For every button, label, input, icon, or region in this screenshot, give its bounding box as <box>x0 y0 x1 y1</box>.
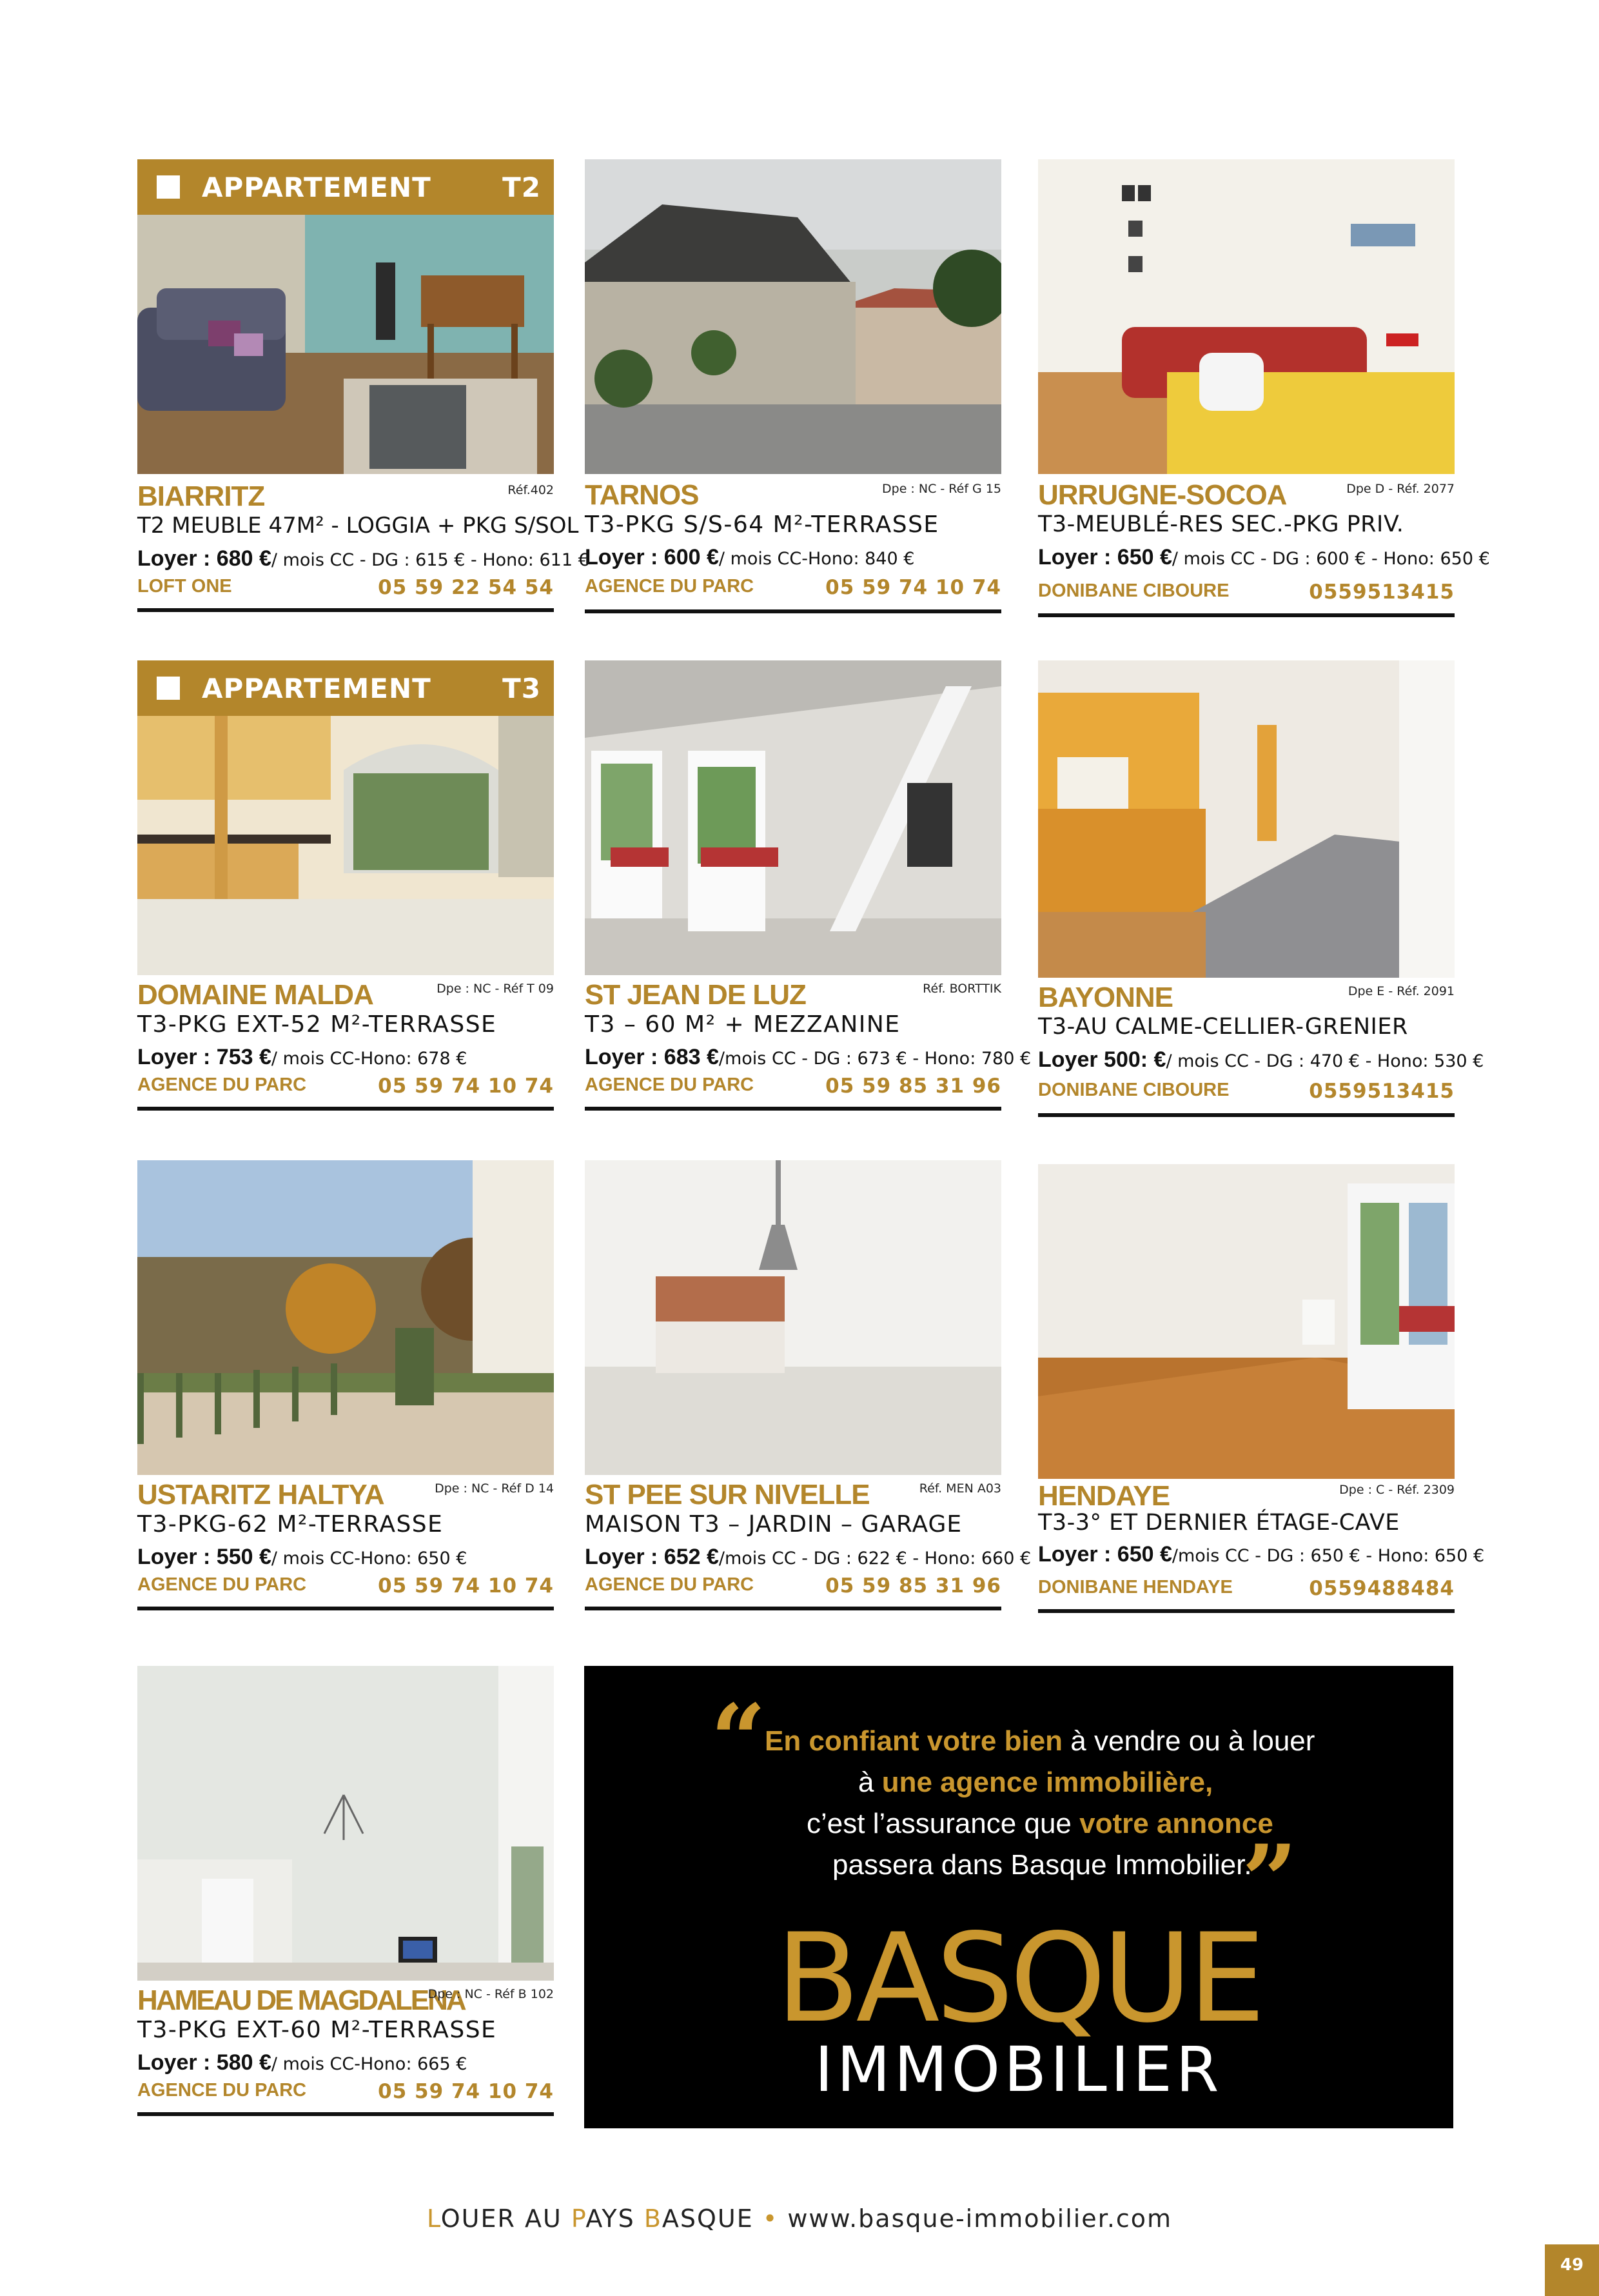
listing-description: T3 – 60 M² + MEZZANINE <box>585 1011 901 1038</box>
listing-description: T3-AU CALME-CELLIER-GRENIER <box>1038 1014 1408 1040</box>
rooms-label: T3 <box>502 672 541 704</box>
listing-city: TARNOS <box>585 479 699 511</box>
divider <box>137 608 554 612</box>
listing-price <box>137 2050 467 2075</box>
rent-amount: Loyer : 650 € <box>1038 1542 1172 1567</box>
ad-line-2 <box>858 1767 1213 1799</box>
brand-subtitle: IMMOBILIER <box>814 2034 1223 2106</box>
listing-city: HENDAYE <box>1038 1480 1170 1512</box>
listing-price <box>137 1545 467 1570</box>
listing-ref: Dpe : NC - Réf G 15 <box>882 482 1001 496</box>
listing-photo <box>1038 660 1455 978</box>
listing-ref: Dpe : NC - Réf T 09 <box>437 982 554 996</box>
divider <box>585 1607 1001 1610</box>
ad-text: à vendre ou à louer <box>1063 1725 1315 1757</box>
agency-phone: 0559513415 <box>1309 1080 1455 1103</box>
rent-details: /mois CC - DG : 650 € - Hono: 650 € <box>1172 1546 1485 1566</box>
rent-amount: Loyer : 652 € <box>585 1545 719 1569</box>
close-quote-icon: ” <box>1242 1824 1298 1937</box>
agency-phone: 05 59 85 31 96 <box>825 1074 1001 1098</box>
listing-city: BIARRITZ <box>137 480 265 512</box>
listing-ref: Dpe : C - Réf. 2309 <box>1339 1483 1455 1497</box>
page-footer <box>0 2204 1599 2233</box>
listing-ref: Réf.402 <box>507 483 554 497</box>
footer-text: OUER AU <box>440 2204 571 2233</box>
agency-name: AGENCE DU PARC <box>137 2080 307 2101</box>
rooms-label: T2 <box>502 171 541 203</box>
agency-name: LOFT ONE <box>137 576 232 597</box>
listing-ref: Dpe : NC - Réf B 102 <box>427 1987 554 2001</box>
agency-phone: 0559488484 <box>1309 1577 1455 1600</box>
listing-photo <box>585 660 1001 975</box>
category-label: APPARTEMENT <box>202 171 431 203</box>
website-link[interactable]: www.basque-immobilier.com <box>787 2204 1173 2233</box>
listing-price <box>137 546 589 571</box>
footer-text: ASQUE <box>662 2204 754 2233</box>
rent-details: / mois CC-Hono: 650 € <box>271 1549 467 1569</box>
rent-amount: Loyer : 580 € <box>137 2050 271 2075</box>
agency-phone: 05 59 22 54 54 <box>378 576 554 599</box>
listing-price <box>137 1045 467 1070</box>
divider <box>137 1107 554 1111</box>
listing-city: BAYONNE <box>1038 982 1173 1013</box>
listing-description: T3-MEUBLÉ-RES SEC.-PKG PRIV. <box>1038 511 1404 537</box>
listing-price <box>1038 1542 1484 1567</box>
agency-name: AGENCE DU PARC <box>585 1074 754 1095</box>
ad-text: passera dans Basque Immobilier. <box>832 1849 1252 1881</box>
open-quote-icon: “ <box>711 1683 767 1797</box>
category-banner <box>137 159 554 215</box>
listing-photo <box>1038 159 1455 474</box>
agency-phone: 05 59 74 10 74 <box>378 2080 554 2103</box>
listing-ref: Dpe E - Réf. 2091 <box>1348 984 1455 998</box>
listing-photo <box>137 1666 554 1981</box>
rent-details: /mois CC - DG : 622 € - Hono: 660 € <box>718 1549 1032 1569</box>
category-label: APPARTEMENT <box>202 672 431 704</box>
listing-ref: Réf. MEN A03 <box>919 1481 1001 1496</box>
agency-name: DONIBANE CIBOURE <box>1038 580 1230 601</box>
square-bullet-icon <box>157 677 180 700</box>
listing-city: ST PEE SUR NIVELLE <box>585 1479 870 1510</box>
listing-photo <box>137 1160 554 1475</box>
ad-highlight: En confiant votre bien <box>765 1725 1063 1757</box>
divider <box>137 1607 554 1610</box>
footer-initial: L <box>426 2204 441 2233</box>
listing-photo <box>585 159 1001 474</box>
rent-amount: Loyer : 753 € <box>137 1045 271 1069</box>
agency-name: AGENCE DU PARC <box>585 1574 754 1595</box>
ad-highlight: votre annonce <box>1079 1808 1273 1839</box>
rent-details: / mois CC - DG : 615 € - Hono: 611 € <box>271 550 589 570</box>
square-bullet-icon <box>157 175 180 199</box>
rent-details: /mois CC - DG : 673 € - Hono: 780 € <box>718 1049 1032 1069</box>
listing-ref: Dpe : NC - Réf D 14 <box>435 1481 554 1496</box>
agency-phone: 05 59 74 10 74 <box>378 1574 554 1598</box>
ad-text: à <box>858 1767 882 1798</box>
listing-price <box>585 545 914 570</box>
listing-description: T3-PKG S/S-64 M²-TERRASSE <box>585 511 939 538</box>
listing-price <box>1038 545 1490 570</box>
footer-separator: • <box>753 2204 788 2233</box>
agency-phone: 0559513415 <box>1309 580 1455 604</box>
brand-logo: BASQUE <box>776 1907 1262 2050</box>
agency-name: DONIBANE CIBOURE <box>1038 1080 1230 1100</box>
footer-initial: B <box>643 2204 662 2233</box>
listing-photo <box>1038 1164 1455 1479</box>
rent-details: / mois CC-Hono: 840 € <box>718 549 915 569</box>
agency-name: AGENCE DU PARC <box>585 576 754 597</box>
listing-city: URRUGNE-SOCOA <box>1038 479 1287 511</box>
footer-initial: P <box>571 2204 586 2233</box>
listing-photo <box>585 1160 1001 1475</box>
rent-amount: Loyer : 650 € <box>1038 545 1172 569</box>
divider <box>1038 1609 1455 1613</box>
footer-text: AYS <box>585 2204 644 2233</box>
rent-details: / mois CC - DG : 600 € - Hono: 650 € <box>1172 549 1490 569</box>
listing-ref: Dpe D - Réf. 2077 <box>1346 482 1455 496</box>
listing-price <box>585 1045 1031 1070</box>
divider <box>1038 1113 1455 1117</box>
ad-line-3 <box>807 1808 1273 1840</box>
listing-city: HAMEAU DE MAGDALENA <box>137 1984 465 2016</box>
listing-description: T3-PKG EXT-60 M²-TERRASSE <box>137 2017 497 2043</box>
listing-city: DOMAINE MALDA <box>137 979 373 1011</box>
rent-amount: Loyer 500: € <box>1038 1047 1166 1072</box>
agency-phone: 05 59 74 10 74 <box>378 1074 554 1098</box>
ad-line-4 <box>832 1849 1252 1881</box>
agency-phone: 05 59 85 31 96 <box>825 1574 1001 1598</box>
ad-text: c’est l’assurance que <box>807 1808 1080 1839</box>
rent-amount: Loyer : 600 € <box>585 545 719 569</box>
rent-amount: Loyer : 680 € <box>137 546 271 571</box>
listing-description: T3-PKG EXT-52 M²-TERRASSE <box>137 1011 497 1038</box>
divider <box>585 1107 1001 1111</box>
agency-name: AGENCE DU PARC <box>137 1074 307 1095</box>
divider <box>137 2112 554 2116</box>
ad-line-1 <box>765 1725 1315 1757</box>
rent-details: / mois CC-Hono: 678 € <box>271 1049 467 1069</box>
basque-immobilier-ad <box>584 1666 1453 2128</box>
listing-description: T3-PKG-62 M²-TERRASSE <box>137 1511 444 1538</box>
listing-ref: Réf. BORTTIK <box>923 982 1001 996</box>
rent-details: / mois CC-Hono: 665 € <box>271 2054 467 2074</box>
listing-description: MAISON T3 – JARDIN – GARAGE <box>585 1511 963 1538</box>
listing-price <box>1038 1047 1484 1073</box>
listing-city: ST JEAN DE LUZ <box>585 979 806 1011</box>
divider <box>585 609 1001 613</box>
agency-name: DONIBANE HENDAYE <box>1038 1577 1233 1598</box>
listing-price <box>585 1545 1031 1570</box>
page-number: 49 <box>1545 2244 1599 2296</box>
rent-amount: Loyer : 550 € <box>137 1545 271 1569</box>
rent-amount: Loyer : 683 € <box>585 1045 719 1069</box>
listing-description: T3-3° ET DERNIER ÉTAGE-CAVE <box>1038 1510 1400 1536</box>
agency-phone: 05 59 74 10 74 <box>825 576 1001 599</box>
listing-description: T2 MEUBLE 47M² - LOGGIA + PKG S/SOL <box>137 513 579 539</box>
listing-city: USTARITZ HALTYA <box>137 1479 384 1510</box>
agency-name: AGENCE DU PARC <box>137 1574 307 1595</box>
category-banner <box>137 660 554 716</box>
ad-highlight: une agence immobilière, <box>881 1767 1213 1798</box>
rent-details: / mois CC - DG : 470 € - Hono: 530 € <box>1166 1051 1484 1071</box>
divider <box>1038 613 1455 617</box>
